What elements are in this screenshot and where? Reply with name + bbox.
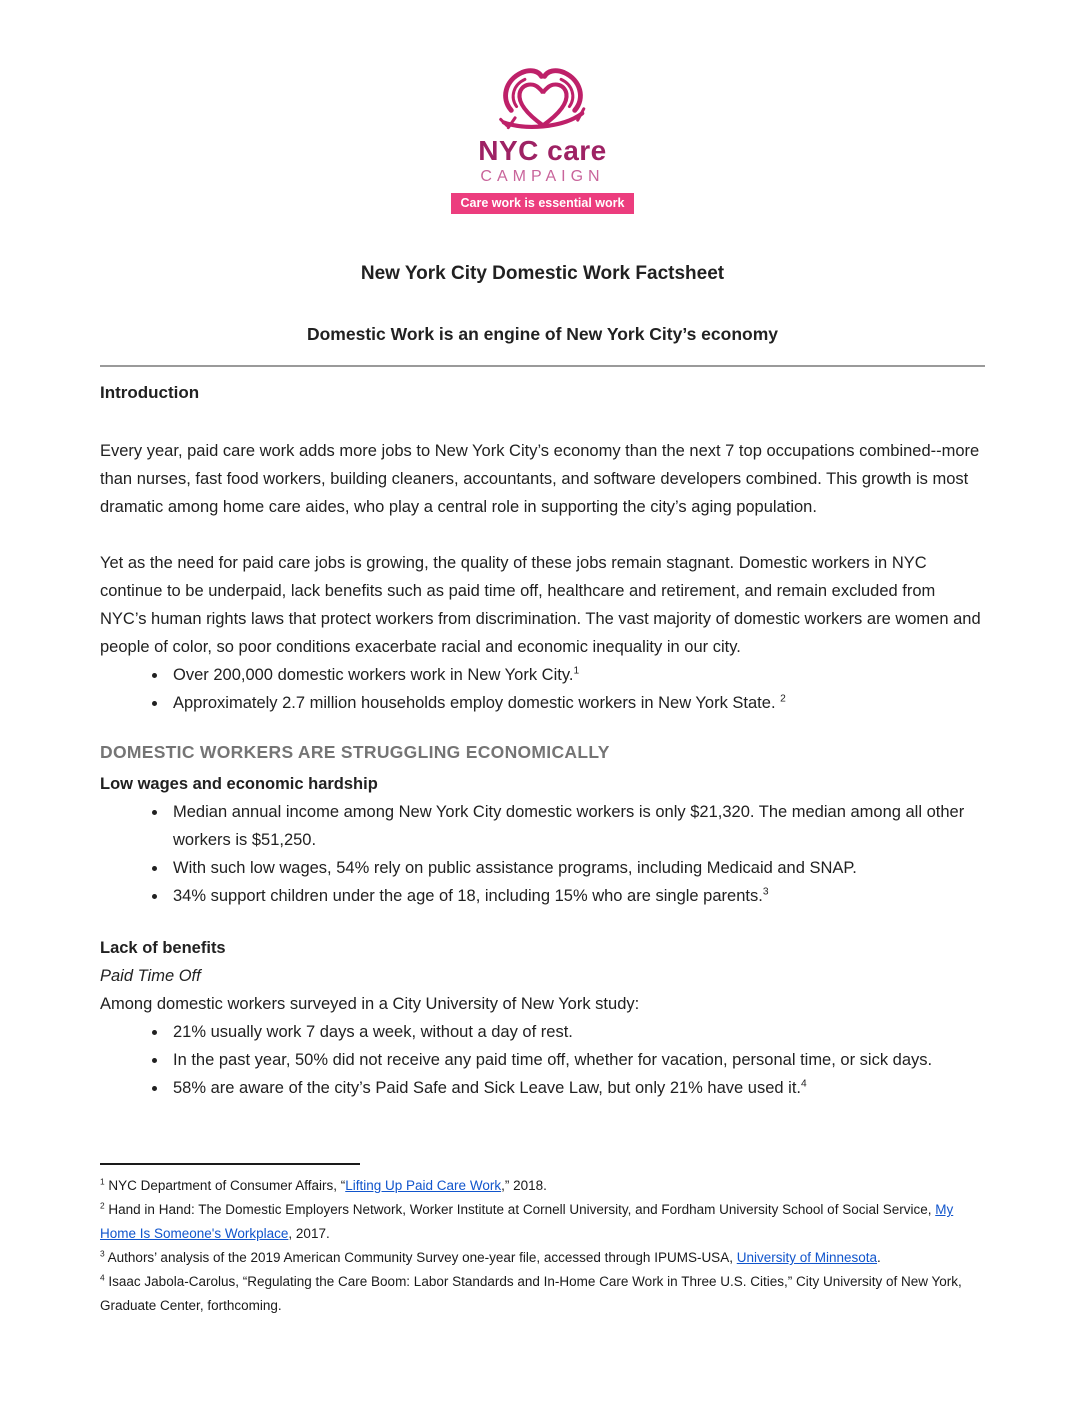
paid-time-off-subheading: Paid Time Off [100,967,201,985]
footnote-ref: 2 [780,693,786,705]
footnote: $^1$ NYC Department of Consumer Affairs, “Lifting Up Paid Care Work,” 2018. [100,1176,547,1193]
footnote: $^4$ Isaac Jabola-Carolus, “Regulating the Care Boom: Labor Standards and In-Home Care Work in Three U.S. Cities,” City University of New York, Graduate Center, forthcoming. [100,1272,962,1313]
lack-of-benefits-heading: Lack of benefits [100,939,226,957]
footnote-number: 2 [100,1200,105,1211]
footnotes [100,1174,985,1318]
hands-heart-icon [490,62,596,136]
struggling-section-heading: DOMESTIC WORKERS ARE STRUGGLING ECONOMICALLY [100,742,610,762]
footnote-ref: 1 [573,665,580,677]
footnote-number: 3 [100,1248,105,1259]
intro-paragraph-1: Every year, paid care work adds more jobs to New York City’s economy than the next 7 top occupations combined--more than nurses, fast food workers, building cleaners, accountants, and software developers combined. This growth is most dramatic among home care aides, who play a central role in supporting the city’s aging population. [100,442,980,516]
page-content [100,0,985,1102]
intro-paragraph-2: Yet as the need for paid care jobs is growing, the quality of these jobs remain stagnant. Domestic workers in NYC continue to be underpaid, lack benefits such as paid time off, healthcare and retirement, and remain excluded from NYC’s human rights laws that protect workers from discrimination. The vast majority of domestic workers are women and people of color, so poor conditions exacerbate racial and economic inequality in our city. [100,554,981,656]
introduction-heading: Introduction [100,383,200,402]
footnote-ref: 4 [801,1078,807,1090]
logo-wordmark: NYC care [478,135,607,166]
footnote-link[interactable]: University of Minnesota [736,1250,878,1265]
footnote-link[interactable]: My Home Is Someone's Workplace [100,1202,954,1241]
list-item: • In the past year, 50% did not receive any paid time off, whether for vacation, personal time, or sick days. [168,1046,985,1074]
low-wages-bullet-list [100,798,985,910]
low-wages-heading: Low wages and economic hardship [100,775,378,793]
list-item: • With such low wages, 54% rely on public assistance programs, including Medicaid and SNAP. [168,854,985,882]
nyc-care-campaign-logo [100,0,985,214]
footnote: $^2$ Hand in Hand: The Domestic Employers Network, Worker Institute at Cornell University, and Fordham University School of Social Service, My Home Is Someone's Workplace, 2017. [100,1200,954,1241]
list-item: • Median annual income among New York City domestic workers is only $21,320. The median among all other workers is $51,250. [168,798,985,854]
cuny-study-intro: Among domestic workers surveyed in a City University of New York study: [100,995,640,1013]
list-item: • 34% support children under the age of 18, including 15% who are single parents.$^3$ [168,882,985,910]
list-item: • Over 200,000 domestic workers work in New York City.$^1$ [168,661,985,689]
section-divider [100,365,985,367]
footnote-number: 1 [100,1176,105,1187]
list-item: • 21% usually work 7 days a week, without a day of rest. [168,1018,985,1046]
intro-bullet-list [100,661,985,717]
benefits-bullet-list [100,1018,985,1102]
document-subtitle: Domestic Work is an engine of New York City’s economy [306,324,778,344]
footnote-number: 4 [100,1272,105,1283]
logo-tagline-banner: Care work is essential work [451,193,635,214]
footnote-area [100,1163,985,1318]
list-item: • 58% are aware of the city’s Paid Safe and Sick Leave Law, but only 21% have used it.$^4$ [168,1074,985,1102]
footnote-separator [100,1163,360,1165]
logo-campaign-text: CAMPAIGN [480,168,605,185]
footnote-link[interactable]: Lifting Up Paid Care Work [345,1178,502,1193]
footnote: $^3$ Authors’ analysis of the 2019 American Community Survey one-year file, accessed through IPUMS-USA, University of Minnesota. [100,1248,881,1265]
document-title: New York City Domestic Work Factsheet [360,263,725,284]
list-item: • Approximately 2.7 million households employ domestic workers in New York State. $^2$ [168,689,985,717]
footnote-ref: 3 [762,886,769,898]
